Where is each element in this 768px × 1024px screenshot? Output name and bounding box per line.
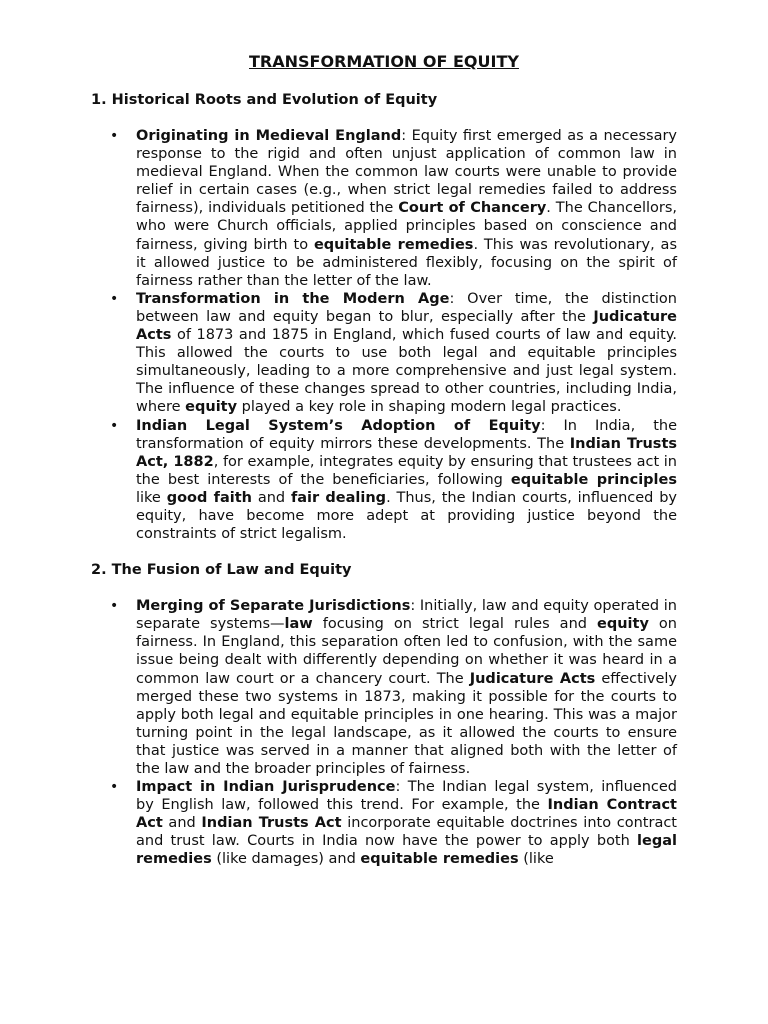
body-text: on fairness. In England, this separation often led to confusion, with the same issue being dealt with differently depending on whether it was heard in a common law court or a chancery court. The (136, 616, 677, 687)
bold-term: legal remedies (136, 833, 677, 868)
body-text: played a key role in shaping modern legal practices. (237, 399, 622, 416)
bullet-item (91, 127, 677, 290)
bold-term: law (284, 616, 313, 633)
section-heading: 2. The Fusion of Law and Equity (91, 562, 352, 579)
body-text: (like damages) and (211, 851, 361, 868)
body-text: and (251, 489, 291, 506)
body-text: . Thus, the Indian courts, influenced by equity, have become more adept at providing justice beyond the constraints of strict legalism. (136, 489, 678, 543)
bold-term: Court of Chancery (398, 200, 547, 217)
body-text: : Initially, law and equity operated in separate systems— (136, 598, 677, 633)
bullet-lead: Transformation in the Modern Age (136, 290, 450, 307)
body-text: : The Indian legal system, influenced by English law, followed this trend. For example, the (136, 779, 677, 814)
bullet-lead: Merging of Separate Jurisdictions (136, 598, 411, 615)
bullet-list (91, 127, 677, 543)
bold-term: fair dealing (290, 489, 387, 506)
bullet-lead: Originating in Medieval England (136, 128, 402, 144)
bullet-icon: • (110, 779, 119, 796)
body-text: and (162, 815, 202, 832)
bold-term: equitable remedies (360, 851, 519, 868)
body-text: : In India, the transformation of equity mirrors these developments. The (136, 417, 677, 452)
bold-term: Indian Trusts Act (201, 815, 342, 832)
bold-term: good faith (166, 489, 252, 506)
body-text: : Over time, the distinction between law and equity began to blur, especially after the (136, 290, 677, 325)
bold-term: Indian Trusts Act, 1882 (136, 435, 678, 470)
body-text: like (136, 489, 167, 506)
body-text: incorporate equitable doctrines into contract and trust law. Courts in India now have the power to apply both (136, 815, 677, 850)
body-text: , for example, integrates equity by ensuring that trustees act in the best interests of the beneficiaries, following (136, 453, 677, 488)
bullet-icon: • (110, 417, 119, 434)
body-text: of 1873 and 1875 in England, which fused courts of law and equity. This allowed the courts to use both legal and equitable principles simultaneously, leading to a more comprehensive and just legal system. The influence of these changes spread to other countries, including India, where (136, 327, 677, 416)
body-text: . This was revolutionary, as it allowed justice to be administered flexibly, focusing on the spirit of fairness rather than the letter of the law. (136, 236, 677, 289)
body-text: focusing on strict legal rules and (312, 616, 597, 633)
bullet-icon: • (110, 598, 119, 615)
body-text: (like (518, 851, 554, 868)
bold-term: equity (597, 616, 649, 633)
bold-term: equitable remedies (313, 236, 474, 253)
bullet-item (91, 778, 677, 868)
bold-term: Judicature Acts (469, 670, 596, 687)
document-title: TRANSFORMATION OF EQUITY (249, 52, 519, 71)
bold-term: Judicature Acts (136, 308, 677, 344)
bold-term: equity (185, 399, 238, 416)
body-text: : Equity first emerged as a necessary response to the rigid and often unjust application of common law in medieval England. When the common law courts were unable to provide relief in certain cases (e.g., when strict legal remedies failed to address fairness), individuals petitioned the (136, 128, 677, 217)
bullet-item (91, 597, 677, 778)
bold-term: equitable principles (510, 471, 677, 488)
section-heading: 1. Historical Roots and Evolution of Equity (91, 92, 438, 108)
body-text: effectively merged these two systems in 1873, making it possible for the courts to apply both legal and equitable principles in one hearing. This was a major turning point in the legal landscape, as it allowed the courts to ensure that justice was served in a manner that aligned both with the letter of the law and the broader principles of fairness. (136, 670, 677, 777)
bullet-item (91, 290, 677, 417)
bullet-lead: Impact in Indian Jurisprudence (136, 779, 396, 796)
bullet-icon: • (110, 290, 119, 307)
body-text: . The Chancellors, who were Church officials, applied principles based on conscience and fairness, giving birth to (136, 200, 677, 253)
bullet-item (91, 417, 677, 544)
document-body (91, 91, 677, 869)
bullet-lead: Indian Legal System’s Adoption of Equity (136, 417, 541, 434)
bullet-list (91, 597, 677, 868)
bullet-icon: • (110, 128, 119, 144)
bold-term: Indian Contract Act (136, 797, 677, 832)
